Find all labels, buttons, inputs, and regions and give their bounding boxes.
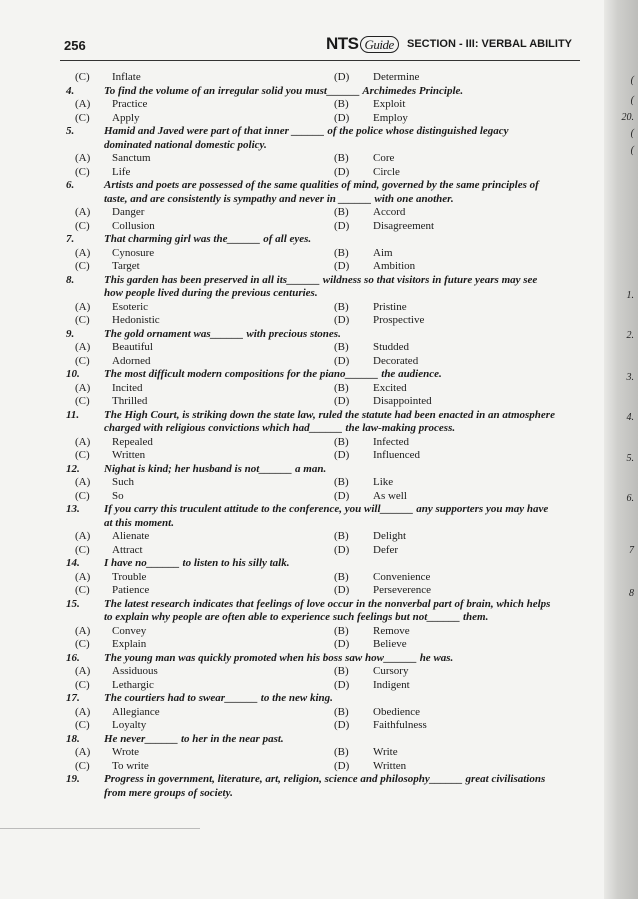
option-text: Circle: [373, 165, 400, 178]
option-row: [60, 679, 580, 693]
question-text: To find the volume of an irregular solid you must______ Archimedes Principle.: [104, 84, 464, 97]
question-number: 10.: [66, 368, 80, 380]
section-title: SECTION - III: VERBAL ABILITY: [407, 38, 573, 50]
option-row: [60, 746, 580, 760]
option-text: Exploit: [373, 98, 406, 110]
option-letter: (C): [75, 165, 90, 178]
option-letter: (D): [334, 219, 350, 232]
question-text: The gold ornament was______ with precious stones.: [104, 327, 341, 340]
question-stem: [60, 503, 580, 517]
option-text: Esoteric: [112, 300, 149, 313]
question-text: If you carry this truculent attitude to the conference, you will______ any supporters you may have: [104, 503, 549, 515]
question-text: The High Court, is striking down the state law, ruled the statute had been enacted in an atmosphere: [104, 408, 555, 421]
question-stem-continued: [60, 139, 580, 153]
option-text: Influenced: [373, 449, 421, 461]
option-letter: (D): [334, 719, 350, 731]
option-text: So: [112, 489, 124, 502]
option-text: Lethargic: [112, 678, 154, 691]
option-letter: (A): [75, 381, 91, 394]
option-text: Faithfulness: [373, 719, 427, 731]
option-row: [60, 476, 580, 490]
option-letter: (A): [75, 152, 91, 164]
option-letter: (B): [334, 381, 349, 394]
option-row: [60, 571, 580, 585]
option-letter: (C): [75, 719, 90, 731]
option-letter: (D): [334, 111, 350, 124]
option-letter: (A): [75, 341, 91, 353]
option-letter: (B): [334, 624, 349, 637]
option-letter: (D): [334, 449, 350, 461]
edge-mark: 20.: [621, 112, 634, 123]
question-stem-continued: [60, 611, 580, 625]
question-stem: [60, 328, 580, 342]
adjacent-page-edge: [604, 0, 638, 899]
question-text: Progress in government, literature, art, religion, science and philosophy______ great civilisations: [104, 773, 546, 785]
question-stem: [60, 652, 580, 666]
question-stem: [60, 773, 580, 787]
option-row: [60, 436, 580, 450]
option-row: [60, 314, 580, 328]
question-text: Hamid and Javed were part of that inner ______ of the police whose distinguished legacy: [104, 125, 509, 137]
question-stem-continued: [60, 517, 580, 531]
option-row: [60, 584, 580, 598]
option-text: Remove: [373, 624, 410, 637]
option-letter: (C): [75, 449, 90, 461]
option-letter: (B): [334, 530, 349, 542]
option-text: Attract: [112, 543, 143, 556]
option-letter: (A): [75, 206, 91, 218]
option-letter: (B): [334, 705, 349, 718]
option-text: Excited: [373, 381, 407, 394]
brand-sub: Guide: [360, 36, 399, 53]
option-text: Prospective: [373, 314, 425, 326]
option-text: Believe: [373, 638, 407, 650]
option-text: To write: [112, 759, 149, 772]
option-text: Delight: [373, 530, 406, 542]
question-number: 15.: [66, 597, 80, 610]
option-row: [60, 544, 580, 558]
question-text: charged with religious convictions which had______ the law-making process.: [104, 422, 456, 434]
option-letter: (B): [334, 665, 349, 677]
edge-mark: 6.: [626, 493, 634, 504]
option-text: Such: [112, 476, 134, 488]
option-text: Danger: [112, 206, 145, 218]
brand-name: NTS: [326, 34, 359, 53]
question-stem-continued: [60, 787, 580, 801]
option-letter: (A): [75, 570, 91, 583]
question-text: The most difficult modern compositions for the piano______ the audience.: [104, 368, 442, 380]
option-letter: (D): [334, 638, 350, 650]
option-letter: (C): [75, 111, 90, 124]
question-text: This garden has been preserved in all its______ wildness so that visitors in future years may see: [104, 273, 538, 286]
question-stem: [60, 557, 580, 571]
option-row: [60, 638, 580, 652]
option-text: Convey: [112, 624, 147, 637]
option-letter: (A): [75, 246, 91, 259]
edge-mark: 8: [629, 588, 634, 599]
question-text: That charming girl was the______ of all eyes.: [104, 233, 312, 245]
option-letter: (D): [334, 71, 350, 83]
option-letter: (A): [75, 476, 91, 488]
question-stem: [60, 409, 580, 423]
option-row: [60, 706, 580, 720]
option-letter: (B): [334, 570, 349, 583]
option-text: Adorned: [112, 354, 151, 367]
question-text: I have no______ to listen to his silly talk.: [104, 557, 290, 569]
option-letter: (A): [75, 746, 91, 758]
question-stem-continued: [60, 287, 580, 301]
option-text: Disagreement: [373, 219, 435, 232]
question-text: The young man was quickly promoted when his boss saw how______ he was.: [104, 651, 454, 664]
option-text: Written: [112, 449, 146, 461]
option-text: Obedience: [373, 705, 421, 718]
option-row: [60, 395, 580, 409]
option-letter: (D): [334, 543, 350, 556]
option-letter: (C): [75, 354, 90, 367]
edge-mark: 1.: [626, 290, 634, 301]
brand-logo: [326, 34, 399, 54]
option-letter: (A): [75, 624, 91, 637]
option-text: Core: [373, 152, 395, 164]
edge-mark: 3.: [626, 372, 634, 383]
edge-mark: (: [630, 75, 634, 86]
option-text: Repealed: [112, 435, 153, 448]
option-text: Like: [373, 476, 394, 488]
option-text: Hedonistic: [112, 314, 160, 326]
option-text: Collusion: [112, 219, 155, 232]
option-row: [60, 530, 580, 544]
option-letter: (C): [75, 489, 90, 502]
option-letter: (C): [75, 584, 90, 596]
question-stem: [60, 274, 580, 288]
footer-smudge: [0, 828, 200, 829]
option-letter: (C): [75, 260, 90, 272]
question-text: The latest research indicates that feelings of love occur in the nonverbal part of brain, which helps: [104, 597, 551, 610]
header-rule: [60, 60, 580, 61]
question-number: 18.: [66, 732, 80, 745]
question-number: 11.: [66, 408, 80, 421]
question-stem-continued: [60, 422, 580, 436]
option-row: [60, 355, 580, 369]
option-letter: (B): [334, 300, 349, 313]
option-row: [60, 71, 580, 85]
option-row: [60, 112, 580, 126]
option-letter: (C): [75, 219, 90, 232]
option-letter: (D): [334, 314, 350, 326]
page-header: [64, 34, 604, 58]
option-text: Disappointed: [373, 395, 432, 407]
option-letter: (B): [334, 246, 349, 259]
question-stem: [60, 692, 580, 706]
option-row: [60, 206, 580, 220]
option-letter: (C): [75, 543, 90, 556]
option-text: Write: [373, 746, 398, 758]
option-letter: (D): [334, 165, 350, 178]
question-text: The courtiers had to swear______ to the new king.: [104, 692, 333, 704]
option-row: [60, 760, 580, 774]
option-letter: (C): [75, 759, 90, 772]
option-row: [60, 665, 580, 679]
option-letter: (B): [334, 435, 349, 448]
option-letter: (A): [75, 300, 91, 313]
option-text: Cynosure: [112, 246, 155, 259]
option-text: Trouble: [112, 570, 147, 583]
option-letter: (B): [334, 341, 349, 353]
option-row: [60, 490, 580, 504]
option-letter: (C): [75, 395, 90, 407]
option-text: Ambition: [373, 260, 416, 272]
option-text: Sanctum: [112, 152, 151, 164]
option-text: Beautiful: [112, 341, 153, 353]
option-text: Pristine: [373, 300, 407, 313]
question-number: 17.: [66, 692, 80, 704]
option-letter: (C): [75, 71, 90, 83]
option-text: Cursory: [373, 665, 409, 677]
option-text: Practice: [112, 98, 148, 110]
edge-mark: 2.: [626, 330, 634, 341]
question-stem: [60, 85, 580, 99]
option-row: [60, 152, 580, 166]
option-text: Allegiance: [112, 705, 160, 718]
option-row: [60, 247, 580, 261]
question-number: 5.: [66, 125, 75, 137]
option-text: As well: [373, 489, 407, 502]
edge-mark: (: [630, 128, 634, 139]
question-text: how people lived during the previous centuries.: [104, 287, 318, 299]
edge-mark: 4.: [626, 412, 634, 423]
option-letter: (C): [75, 678, 90, 691]
question-stem: [60, 368, 580, 382]
option-letter: (D): [334, 489, 350, 502]
option-letter: (D): [334, 354, 350, 367]
option-row: [60, 341, 580, 355]
option-text: Defer: [373, 543, 399, 556]
option-text: Accord: [373, 206, 406, 218]
question-number: 4.: [66, 84, 75, 97]
question-text: Artists and poets are possessed of the same qualities of mind, governed by the same principles of: [104, 179, 539, 191]
option-letter: (A): [75, 530, 91, 542]
edge-mark: 5.: [626, 453, 634, 464]
option-text: Written: [373, 759, 407, 772]
option-text: Wrote: [112, 746, 140, 758]
option-text: Employ: [373, 111, 408, 124]
question-text: at this moment.: [104, 516, 174, 529]
option-text: Studded: [373, 341, 410, 353]
option-letter: (A): [75, 665, 91, 677]
option-text: Convenience: [373, 570, 431, 583]
option-text: Thrilled: [112, 395, 148, 407]
question-number: 6.: [66, 179, 75, 191]
question-stem: [60, 125, 580, 139]
option-letter: (D): [334, 260, 350, 272]
option-letter: (B): [334, 206, 349, 218]
option-text: Indigent: [373, 678, 410, 691]
option-text: Apply: [112, 111, 140, 124]
question-number: 16.: [66, 651, 80, 664]
option-text: Inflate: [112, 71, 141, 83]
option-text: Infected: [373, 435, 410, 448]
question-list: [60, 71, 580, 800]
question-stem: [60, 733, 580, 747]
option-row: [60, 382, 580, 396]
edge-mark: (: [630, 95, 634, 106]
option-text: Decorated: [373, 354, 419, 367]
option-letter: (A): [75, 98, 91, 110]
option-letter: (A): [75, 435, 91, 448]
option-letter: (B): [334, 476, 349, 488]
option-text: Loyalty: [112, 719, 147, 731]
option-text: Explain: [112, 638, 147, 650]
option-text: Assiduous: [112, 665, 158, 677]
option-text: Perseverence: [373, 584, 432, 596]
question-number: 13.: [66, 503, 80, 515]
question-text: dominated national domestic policy.: [104, 138, 267, 151]
question-stem: [60, 233, 580, 247]
option-row: [60, 625, 580, 639]
question-stem: [60, 598, 580, 612]
edge-mark: 7: [629, 545, 634, 556]
option-text: Alienate: [112, 530, 150, 542]
question-stem: [60, 463, 580, 477]
option-row: [60, 719, 580, 733]
option-letter: (D): [334, 678, 350, 691]
question-text: from mere groups of society.: [104, 786, 233, 799]
option-row: [60, 260, 580, 274]
question-text: He never______ to her in the near past.: [104, 732, 284, 745]
option-letter: (D): [334, 584, 350, 596]
option-letter: (D): [334, 759, 350, 772]
option-letter: (C): [75, 638, 90, 650]
option-letter: (A): [75, 705, 91, 718]
question-number: 19.: [66, 773, 80, 785]
option-row: [60, 449, 580, 463]
option-row: [60, 301, 580, 315]
question-number: 9.: [66, 327, 75, 340]
option-letter: (B): [334, 746, 349, 758]
question-number: 12.: [66, 462, 80, 475]
option-text: Life: [112, 165, 131, 178]
option-text: Patience: [112, 584, 150, 596]
option-row: [60, 166, 580, 180]
option-text: Determine: [373, 71, 420, 83]
option-letter: (B): [334, 98, 349, 110]
option-text: Aim: [373, 246, 393, 259]
option-row: [60, 98, 580, 112]
question-stem-continued: [60, 193, 580, 207]
question-number: 8.: [66, 273, 75, 286]
question-stem: [60, 179, 580, 193]
question-text: to explain why people are often able to experience such feelings but not______ them.: [104, 611, 489, 623]
option-text: Target: [112, 260, 140, 272]
option-text: Incited: [112, 381, 143, 394]
question-number: 14.: [66, 557, 80, 569]
option-row: [60, 220, 580, 234]
question-text: Nighat is kind; her husband is not______ a man.: [104, 462, 327, 475]
page-number: 256: [64, 38, 86, 53]
option-letter: (D): [334, 395, 350, 407]
option-letter: (B): [334, 152, 349, 164]
option-letter: (C): [75, 314, 90, 326]
edge-mark: (: [630, 145, 634, 156]
question-text: taste, and are consistently is sympathy and never in ______ with one another.: [104, 192, 454, 205]
question-number: 7.: [66, 233, 75, 245]
